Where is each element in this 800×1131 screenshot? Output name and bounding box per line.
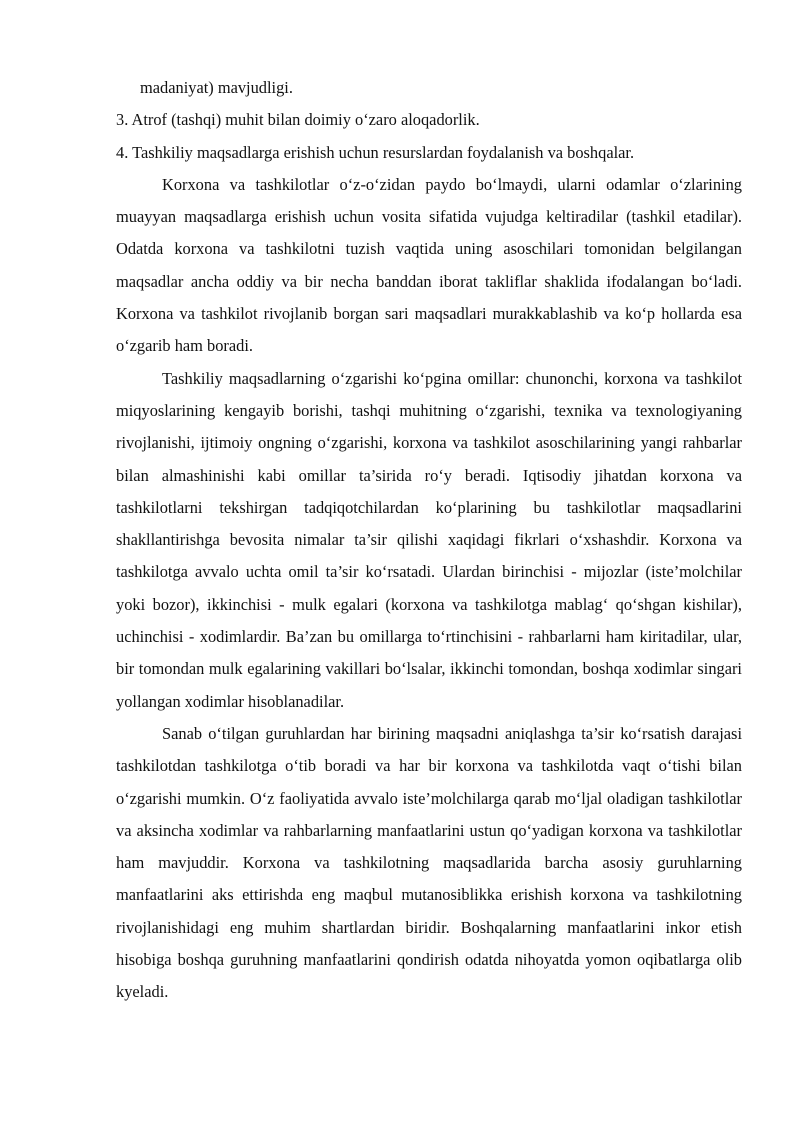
list-continuation: madaniyat) mavjudligi. — [140, 78, 293, 97]
list-item-3: 3. Atrof (tashqi) muhit bilan doimiy o‘zaro aloqadorlik. — [116, 110, 480, 130]
paragraph-2: Tashkiliy maqsadlarning o‘zgarishi ko‘pgina omillar: chunonchi, korxona va tashkilot miqyoslarining kengayib borishi, tashqi muhitning o‘zgarishi, texnika va texnologiyaning rivojlanishi, ijtimoiy ongning o‘zgarishi, korxona va tashkilot asoschilarining yangi rahbarlar bilan almashinishi kabi omillar ta’sirida ro‘y beradi. Iqtisodiy jihatdan korxona va tashkilotlarni tekshirgan tadqiqotchilardan ko‘plarining bu tashkilotlar maqsadlarini shakllantirishga bevosita nimalar ta’sir qilishi xaqidagi fikrlari o‘xshashdir. Korxona va tashkilotga avvalo uchta omil ta’sir ko‘rsatadi. Ulardan birinchisi - mijozlar (iste’molchilar yoki bozor), ikkinchisi - mulk egalari (korxona va tashkilotga mablag‘ qo‘shgan kishilar), uchinchisi - xodimlardir. Ba’zan bu omillarga to‘rtinchisini - rahbarlarni ham kiritadilar, ular, bir tomondan mulk egalarining vakillari bo‘lsalar, ikkinchi tomondan, boshqa xodimlar singari yollangan xodimlar hisoblanadilar. — [116, 368, 742, 711]
paragraph-3: Sanab o‘tilgan guruhlardan har birining maqsadni aniqlashga ta’sir ko‘rsatish darajasi tashkilotdan tashkilotga o‘tib boradi va har bir korxona va tashkilotda vaqt o‘tishi bilan o‘zgarishi mumkin. O‘z faoliyatida avvalo iste’molchilarga qarab mo‘ljal oladigan tashkilotlar va aksincha xodimlar va rahbarlarning manfaatlarini ustun qo‘yadigan korxona va tashkilotlar ham mavjuddir. Korxona va tashkilotning maqsadlarida barcha asosiy guruhlarning manfaatlarini aks ettirishda eng maqbul mutanosiblikka erishish korxona va tashkilotning rivojlanishidagi eng muhim shartlardan biridir. Boshqalarning manfaatlarini inkor etish hisobiga boshqa guruhning manfaatlarini qondirish odatda nihoyatda yomon oqibatlarga olib kyeladi. — [116, 723, 742, 1002]
document-body — [116, 72, 742, 1009]
list-item-4: 4. Tashkiliy maqsadlarga erishish uchun resurslardan foydalanish va boshqalar. — [116, 142, 635, 162]
paragraph-1: Korxona va tashkilotlar o‘z-o‘zidan paydo bo‘lmaydi, ularni odamlar o‘zlarining muayyan maqsadlarga erishish uchun vosita sifatida vujudga keltiradilar (tashkil etadilar). Odatda korxona va tashkilotni tuzish vaqtida uning asoschilari tomonidan belgilangan maqsadlar ancha oddiy va bir necha banddan iborat takliflar shaklida ifodalangan bo‘ladi. Korxona va tashkilot rivojlanib borgan sari maqsadlari murakkablashib va ko‘p hollarda esa o‘zgarib ham boradi. — [116, 174, 742, 356]
